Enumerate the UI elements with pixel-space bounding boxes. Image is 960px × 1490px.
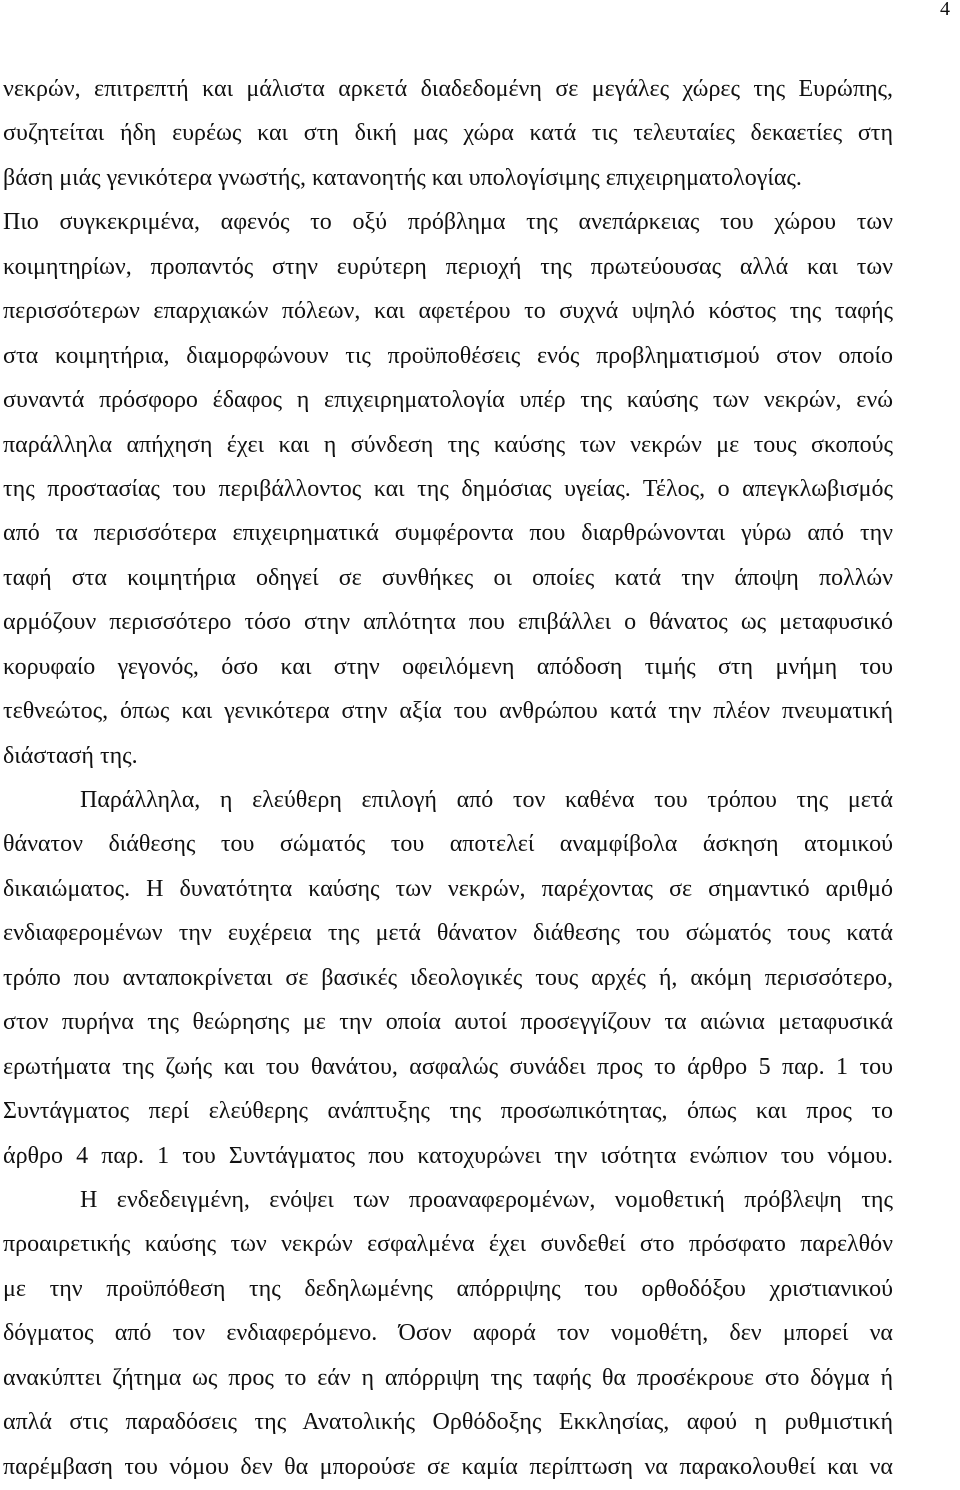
paragraph <box>3 778 893 1178</box>
text-line: ταφή στα κοιμητήρια οδηγεί σε συνθήκες οι οποίες κατά την άποψη πολλών <box>3 564 893 591</box>
text-line: Η ενδεδειγμένη, ενόψει των προαναφερομένων, νομοθετική πρόβλεψη της <box>80 1186 893 1213</box>
text-line: ανακύπτει ζήτημα ως προς το εάν η απόρριψη της ταφής θα προσέκρουε στο δόγμα ή <box>3 1364 893 1391</box>
text-line: στον πυρήνα της θεώρησης με την οποία αυτοί προσεγγίζουν τα αιώνια μεταφυσικά <box>3 1009 893 1036</box>
text-line: στα κοιμητήρια, διαμορφώνουν τις προϋποθέσεις ενός προβληματισμού στον οποίο <box>3 342 893 369</box>
text-line: απλά στις παραδόσεις της Ανατολικής Ορθόδοξης Εκκλησίας, αφού η ρυθμιστική <box>3 1409 893 1436</box>
text-line: προαιρετικής καύσης των νεκρών εσφαλμένα έχει συνδεθεί στο πρόσφατο παρελθόν <box>3 1231 893 1258</box>
paragraph <box>3 67 893 778</box>
page-number: 4 <box>940 0 950 20</box>
text-line: αρμόζουν περισσότερο τόσο στην απλότητα που επιβάλλει ο θάνατος ως μεταφυσικό <box>3 609 893 636</box>
text-line: κορυφαίο γεγονός, όσο και στην οφειλόμενη απόδοση τιμής στη μνήμη του <box>3 653 893 680</box>
text-line: δικαιώματος. Η δυνατότητα καύσης των νεκρών, παρέχοντας σε σημαντικό αριθμό <box>3 875 893 902</box>
text-line: συναντά πρόσφορο έδαφος η επιχειρηματολογία υπέρ της καύσης των νεκρών, ενώ <box>3 387 893 414</box>
text-line: κοιμητηρίων, προπαντός στην ευρύτερη περιοχή της πρωτεύουσας αλλά και των <box>3 253 893 280</box>
text-line: συζητείται ήδη ευρέως και στη δική μας χώρα κατά τις τελευταίες δεκαετίες στη <box>3 120 893 147</box>
paragraph <box>3 1178 893 1489</box>
text-line: από τα περισσότερα επιχειρηματικά συμφέροντα που διαρθρώνονται γύρω από την <box>3 520 893 547</box>
text-line: Παράλληλα, η ελεύθερη επιλογή από τον καθένα του τρόπου της μετά <box>80 787 893 813</box>
text-line: τεθνεώτος, όπως και γενικότερα στην αξία του ανθρώπου κατά την πλέον πνευματική <box>3 698 893 725</box>
text-line: ερωτήματα της ζωής και του θανάτου, ασφαλώς συνάδει προς το άρθρο 5 παρ. 1 του <box>3 1053 893 1080</box>
text-line: παράλληλα απήχηση έχει και η σύνδεση της καύσης των νεκρών με τους σκοπούς <box>3 431 893 458</box>
text-line: Συντάγματος περί ελεύθερης ανάπτυξης της προσωπικότητας, όπως και προς το <box>3 1098 893 1125</box>
text-line: Πιο συγκεκριμένα, αφενός το οξύ πρόβλημα της ανεπάρκειας του χώρου των <box>3 209 893 236</box>
text-line: ενδιαφερομένων την ευχέρεια της μετά θάνατον διάθεσης του σώματός τους κατά <box>3 920 893 947</box>
text-line: παρέμβαση του νόμου δεν θα μπορούσε σε καμία περίπτωση να παρακολουθεί και να <box>3 1453 893 1480</box>
text-line: περισσότερων επαρχιακών πόλεων, και αφετέρου το συχνά υψηλό κόστος της ταφής <box>3 298 893 325</box>
text-line: νεκρών, επιτρεπτή και μάλιστα αρκετά διαδεδομένη σε μεγάλες χώρες της Ευρώπης, <box>3 76 893 102</box>
body-text <box>3 67 893 1489</box>
text-line: δόγματος από τον ενδιαφερόμενο. Όσον αφορά τον νομοθέτη, δεν μπορεί να <box>3 1320 893 1347</box>
text-line: με την προϋπόθεση της δεδηλωμένης απόρριψης του ορθοδόξου χριστιανικού <box>3 1275 893 1302</box>
text-line: διάστασή της. <box>3 742 138 769</box>
text-line: βάση μιάς γενικότερα γνωστής, κατανοητής και υπολογίσιμης επιχειρηματολογίας. <box>3 164 802 191</box>
text-line: της προστασίας του περιβάλλοντος και της δημόσιας υγείας. Τέλος, ο απεγκλωβισμός <box>3 475 893 502</box>
text-line: τρόπο που ανταποκρίνεται σε βασικές ιδεολογικές τους αρχές ή, ακόμη περισσότερο, <box>3 964 893 991</box>
text-line: άρθρο 4 παρ. 1 του Συντάγματος που κατοχυρώνει την ισότητα ενώπιον του νόμου. <box>3 1142 893 1169</box>
text-line: θάνατον διάθεσης του σώματός του αποτελεί αναμφίβολα άσκηση ατομικού <box>3 831 893 858</box>
